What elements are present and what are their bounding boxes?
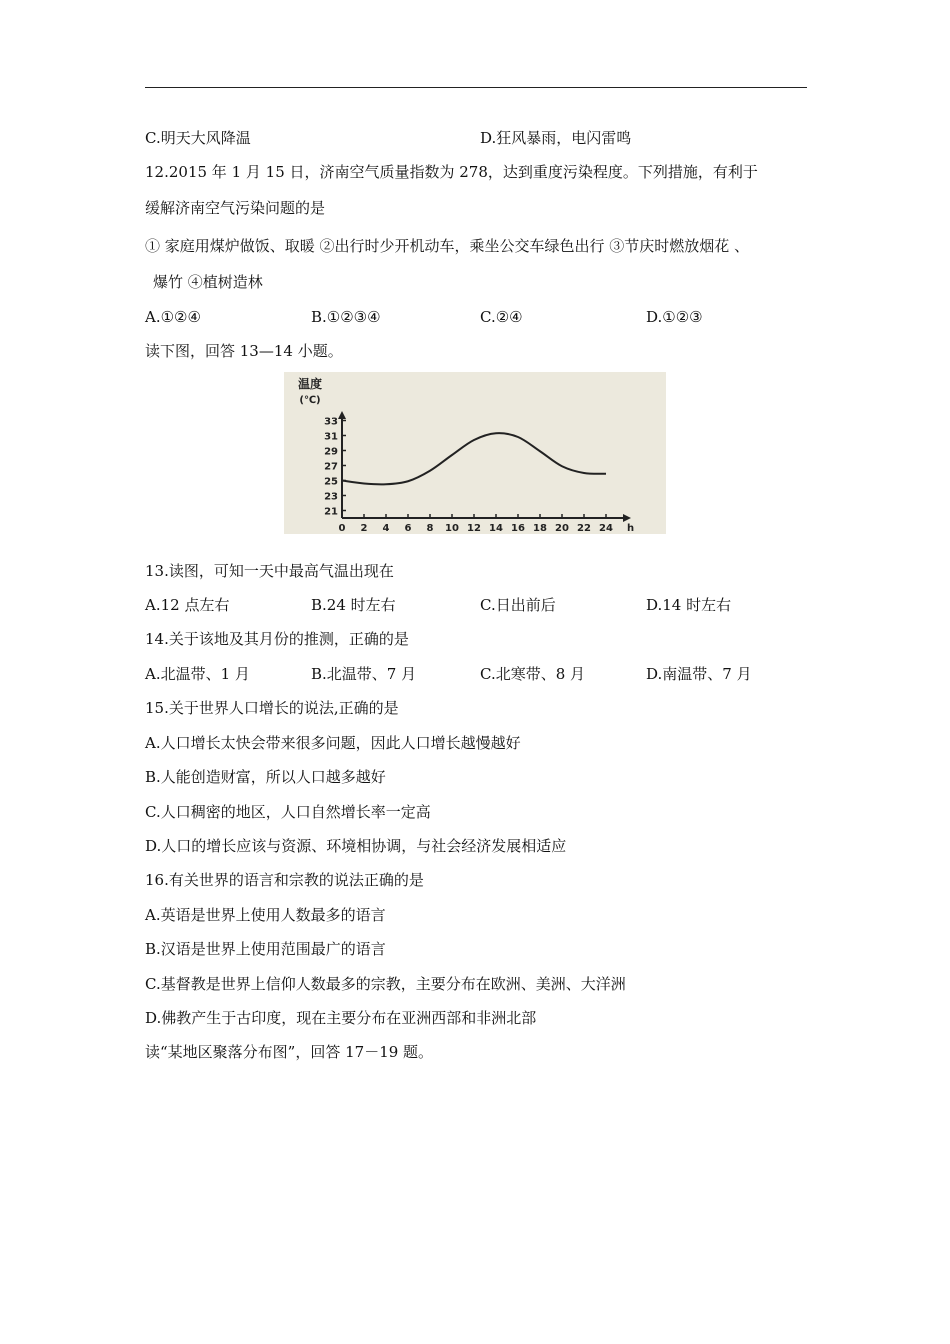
q15-option-a: A.人口增长太快会带来很多问题，因此人口增长越慢越好 bbox=[145, 734, 521, 752]
q16-option-c: C.基督教是世界上信仰人数最多的宗教，主要分布在欧洲、美洲、大洋洲 bbox=[145, 975, 626, 993]
x-tick-label: 20 bbox=[555, 523, 569, 534]
q15-option-c: C.人口稠密的地区，人口自然增长率一定高 bbox=[145, 803, 431, 821]
x-tick-label: 12 bbox=[467, 523, 481, 534]
q15-option-b: B.人能创造财富，所以人口越多越好 bbox=[145, 768, 386, 786]
y-axis-arrow bbox=[338, 411, 346, 419]
x-tick-label: 22 bbox=[577, 523, 591, 534]
q13-option-c: C.日出前后 bbox=[480, 596, 556, 614]
q14-stem: 14.关于该地及其月份的推测，正确的是 bbox=[145, 630, 409, 648]
q12-option-b: B.①②③④ bbox=[311, 308, 381, 326]
x-tick-label: 14 bbox=[489, 523, 503, 534]
temperature-curve bbox=[342, 433, 606, 484]
q13-option-d: D.14 时左右 bbox=[646, 596, 732, 614]
y-tick-label: 33 bbox=[324, 416, 338, 428]
q12-option-a: A.①②④ bbox=[145, 308, 201, 326]
y-tick-label: 29 bbox=[324, 446, 338, 458]
q14-option-a: A.北温带、1 月 bbox=[145, 665, 250, 683]
y-tick-label: 27 bbox=[324, 461, 338, 473]
q16-stem: 16.有关世界的语言和宗教的说法正确的是 bbox=[145, 871, 424, 889]
q12-option-d: D.①②③ bbox=[646, 308, 703, 326]
x-tick-label: 24 bbox=[599, 523, 613, 534]
y-tick-label: 25 bbox=[324, 476, 338, 488]
q14-option-c: C.北寒带、8 月 bbox=[480, 665, 586, 683]
x-tick-label: 10 bbox=[445, 523, 459, 534]
x-tick-label: 2 bbox=[360, 523, 368, 534]
q12-items-line1: ① 家庭用煤炉做饭、取暖 ②出行时少开机动车，乘坐公交车绿色出行 ③节庆时燃放烟花 、 bbox=[145, 237, 750, 255]
q12-stem-line1: 12.2015 年 1 月 15 日，济南空气质量指数为 278，达到重度污染程度。下列措施，有利于 bbox=[145, 163, 758, 181]
header-rule bbox=[145, 87, 807, 88]
q14-option-b: B.北温带、7 月 bbox=[311, 665, 417, 683]
x-tick-label: 0 bbox=[338, 523, 346, 534]
y-tick-label: 31 bbox=[324, 431, 338, 443]
q15-option-d: D.人口的增长应该与资源、环境相协调，与社会经济发展相适应 bbox=[145, 837, 567, 855]
q13-stem: 13.读图，可知一天中最高气温出现在 bbox=[145, 562, 394, 580]
q16-option-a: A.英语是世界上使用人数最多的语言 bbox=[145, 906, 386, 924]
y-tick-label: 23 bbox=[324, 491, 338, 503]
temperature-chart bbox=[284, 372, 666, 534]
q12-items-line2: 爆竹 ④植树造林 bbox=[153, 273, 263, 291]
q12-option-c: C.②④ bbox=[480, 308, 523, 326]
q14-option-d: D.南温带、7 月 bbox=[646, 665, 752, 683]
x-axis-label: h bbox=[627, 523, 635, 534]
q16-option-d: D.佛教产生于古印度，现在主要分布在亚洲西部和非洲北部 bbox=[145, 1009, 537, 1027]
x-tick-label: 16 bbox=[511, 523, 525, 534]
q11-option-d: D.狂风暴雨，电闪雷鸣 bbox=[480, 129, 632, 147]
q16-option-b: B.汉语是世界上使用范围最广的语言 bbox=[145, 940, 386, 958]
y-tick-label: 21 bbox=[324, 506, 338, 518]
x-tick-label: 4 bbox=[382, 523, 390, 534]
read-prompt-17-19: 读“某地区聚落分布图”，回答 17－19 题。 bbox=[145, 1043, 434, 1061]
q13-option-a: A.12 点左右 bbox=[145, 596, 230, 614]
y-axis-unit: (℃) bbox=[299, 395, 321, 406]
q11-option-c: C.明天大风降温 bbox=[145, 129, 251, 147]
x-tick-label: 18 bbox=[533, 523, 547, 534]
read-prompt-13-14: 读下图，回答 13—14 小题。 bbox=[145, 342, 343, 360]
q13-option-b: B.24 时左右 bbox=[311, 596, 396, 614]
x-axis-arrow bbox=[623, 514, 631, 522]
y-axis-title: 温度 bbox=[297, 377, 323, 391]
q12-stem-line2: 缓解济南空气污染问题的是 bbox=[145, 199, 326, 217]
q15-stem: 15.关于世界人口增长的说法,正确的是 bbox=[145, 699, 399, 717]
x-tick-label: 8 bbox=[426, 523, 434, 534]
x-tick-label: 6 bbox=[404, 523, 412, 534]
